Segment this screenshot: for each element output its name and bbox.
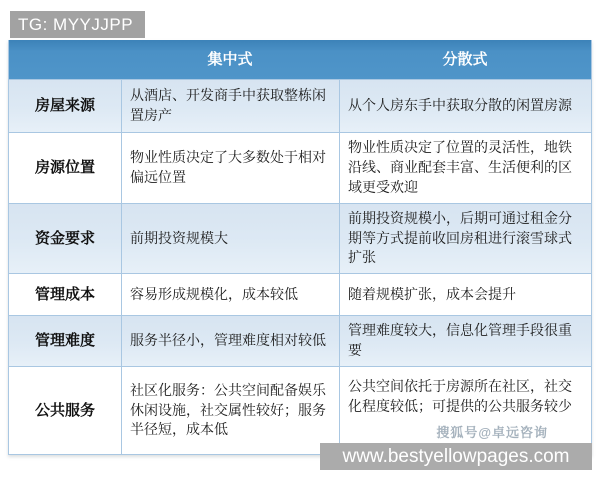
decentralized-cell: 物业性质决定了位置的灵活性，地铁沿线、商业配套丰富、生活便利的区域更受欢迎	[339, 133, 591, 203]
decentralized-cell: 公共空间依托于房源所在社区，社交化程度较低；可提供的公共服务较少	[339, 367, 591, 454]
centralized-cell: 社区化服务：公共空间配备娱乐休闲设施，社交属性较好；服务半径短，成本低	[121, 367, 339, 454]
row-label: 管理难度	[34, 332, 95, 350]
decentralized-cell: 从个人房东手中获取分散的闲置房源	[339, 80, 591, 132]
table-row-management-difficulty	[9, 315, 591, 366]
row-label: 公共服务	[34, 401, 95, 419]
row-label: 房源位置	[34, 159, 95, 177]
centralized-cell: 容易形成规模化，成本较低	[121, 274, 339, 315]
row-label: 房屋来源	[34, 97, 95, 115]
row-label: 管理成本	[34, 286, 95, 304]
centralized-cell: 前期投资规模大	[121, 204, 339, 274]
header-decentralized: 分散式	[442, 50, 488, 68]
table-row-capital	[9, 203, 591, 274]
table-row-management-cost	[9, 273, 591, 315]
decentralized-cell: 随着规模扩张，成本会提升	[339, 274, 591, 315]
centralized-cell: 从酒店、开发商手中获取整栋闲置房产	[121, 80, 339, 132]
table-header-row	[9, 40, 591, 79]
centralized-cell: 服务半径小，管理难度相对较低	[121, 316, 339, 366]
row-label: 资金要求	[34, 229, 95, 247]
centralized-cell: 物业性质决定了大多数处于相对偏远位置	[121, 133, 339, 203]
header-empty-cell	[9, 40, 121, 79]
decentralized-cell: 前期投资规模小，后期可通过租金分期等方式提前收回房租进行滚雪球式扩张	[339, 204, 591, 274]
bottom-url-banner: www.bestyellowpages.com	[320, 443, 592, 470]
top-tag-banner: TG: MYYJJPP	[10, 11, 145, 38]
sohu-watermark: 搜狐号@卓远咨询	[436, 425, 548, 440]
table-row-location	[9, 132, 591, 203]
header-centralized: 集中式	[207, 50, 253, 68]
table-row-housing-source	[9, 79, 591, 132]
decentralized-cell: 管理难度较大，信息化管理手段很重要	[339, 316, 591, 366]
comparison-table	[8, 40, 592, 455]
